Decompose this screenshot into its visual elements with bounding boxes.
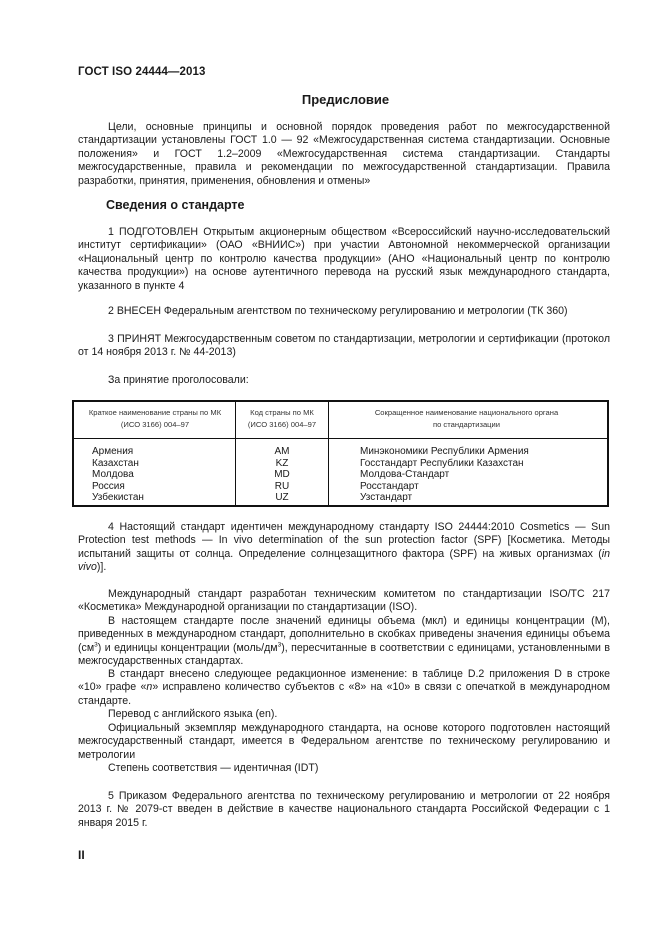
table-cell-country: Армения [92, 446, 134, 457]
table-header-body: Сокращенное наименование национального органа по стандартизации [374, 408, 559, 429]
table-column-country [92, 446, 144, 504]
table-cell-code: AM [274, 446, 290, 457]
table-header-country: Краткое наименование страны по МК (ИСО 3166) 004–97 [88, 408, 222, 429]
units-text: В настоящем стандарте после значений единицы объема (мкл) и единицы концентрации (М), приведенных в международном стандарт, дополнительно в скобках приведены значения единицы объема (см [78, 615, 610, 654]
tc-paragraph [78, 588, 610, 615]
item-2-text: 2 ВНЕСЕН Федеральным агентством по техническому регулированию и метрологии (ТК 360) [108, 305, 568, 317]
item-4-italic: in vivo [78, 547, 610, 574]
table-cell-country: Казахстан [92, 457, 139, 469]
table-column-divider [328, 402, 329, 505]
table-cell-code: RU [274, 480, 290, 492]
table-cell-country: Узбекистан [92, 492, 144, 504]
edit-italic: n [146, 681, 153, 694]
section-title: Сведения о стандарте [106, 198, 245, 212]
units-paragraph [78, 615, 610, 669]
item-5-text: 5 Приказом Федерального агентства по техническому регулированию и метрологии от 22 ноября 2013 г. № 2079-ст введен в действие в качестве национального стандарта Российской Федерации с 1 января 2015 г. [78, 790, 610, 829]
vote-label: За принятие проголосовали: [108, 374, 249, 386]
table-cell-country: Молдова [92, 469, 134, 481]
item-2-paragraph [78, 305, 610, 318]
table-cell-code: UZ [275, 492, 289, 504]
units-text: ), пересчитанные в соответствии с единицами, установленными в межгосударственных стандартах. [78, 641, 610, 668]
superscript: 3 [277, 641, 282, 649]
table-header-code: Код страны по МК (ИСО 3166) 004–97 [247, 408, 317, 429]
table-cell-body: Минэкономики Республики Армения [360, 446, 529, 457]
edit-text: В стандарт внесено следующее редакционное изменение: в таблице D.2 приложения D в строке «10» графе « [78, 668, 610, 694]
degree-text: Степень соответствия — идентичная (IDT) [108, 762, 319, 774]
edit-paragraph [78, 668, 610, 708]
translation-paragraph [78, 708, 610, 721]
item-1-text: 1 ПОДГОТОВЛЕН Открытым акционерным обществом «Всероссийский научно-исследовательский институт сертификации» (ОАО «ВНИИС») при участии Автономной некоммерческой организации «Национальный центр по контролю качества продукции» (АНО «Национальный центр по контролю качества продукции») на основе аутентичного перевода на русский язык международного стандарта, указанного в пункте 4 [78, 226, 610, 292]
preface-text: Цели, основные принципы и основной порядок проведения работ по межгосударственной стандартизации установлены ГОСТ 1.0 — 92 «Межгосударственная система стандартизации. Основные положения» и ГОСТ 1.2–2009 «Межгосударственная система стандартизации. Стандарты межгосударственные, правила и рекомендации по межгосударственной стандартизации. Правила разработки, принятия, применения, обновления и отмены» [78, 121, 610, 187]
document-header: ГОСТ ISO 24444—2013 [78, 66, 206, 78]
edit-text: » исправлено количество субъектов с «8» на «10» в связи с опечаткой в международном стандарте. [78, 681, 610, 707]
degree-paragraph [78, 762, 610, 775]
table-cell-body: Росстандарт [360, 480, 419, 492]
table-cell-body: Госстандарт Республики Казахстан [360, 457, 524, 469]
units-text: ) и единицы концентрации (моль/дм [97, 641, 278, 654]
table-column-body [360, 446, 529, 504]
item-4-text-end: )]. [96, 561, 107, 574]
table-cell-body: Молдова-Стандарт [360, 469, 450, 481]
official-paragraph [78, 722, 610, 762]
item-4-text: 4 Настоящий стандарт идентичен международному стандарту ISO 24444:2010 Cosmetics — Sun Protection test methods — In vivo determination of the sun protection factor (SPF) [Косметика. Методы испытаний защиты от солнца. Определение солнцезащитного фактора (SPF) на живых организмах ( [78, 521, 610, 560]
superscript: 3 [94, 641, 98, 649]
table-cell-country: Россия [92, 480, 125, 492]
tc-text: Международный стандарт разработан техническим комитетом по стандартизации ISO/TC 217 «Косметика» Международной организации по стандартизации (ISO). [78, 588, 610, 614]
translation-text: Перевод с английского языка (en). [108, 708, 278, 720]
page-number: II [78, 848, 85, 862]
table-cell-code: KZ [275, 457, 289, 469]
item-3-text: 3 ПРИНЯТ Межгосударственным советом по стандартизации, метрологии и сертификации (протокол от 14 ноября 2013 г. № 44-2013) [78, 333, 610, 359]
item-1-paragraph [78, 226, 610, 293]
table-cell-body: Узстандарт [360, 492, 413, 504]
table-cell-code: MD [274, 469, 290, 481]
voting-table [72, 400, 609, 507]
item-4-paragraph [78, 521, 610, 575]
item-3-paragraph [78, 333, 610, 360]
preface-paragraph [78, 121, 610, 188]
official-text: Официальный экземпляр международного стандарта, на основе которого подготовлен настоящий межгосударственный стандарт, имеется в Федеральном агентстве по техническому регулированию и метрологии [78, 722, 610, 761]
vote-label-paragraph [78, 374, 610, 387]
page-title: Предисловие [301, 92, 390, 107]
table-column-code [236, 446, 328, 504]
item-5-paragraph [78, 790, 610, 830]
